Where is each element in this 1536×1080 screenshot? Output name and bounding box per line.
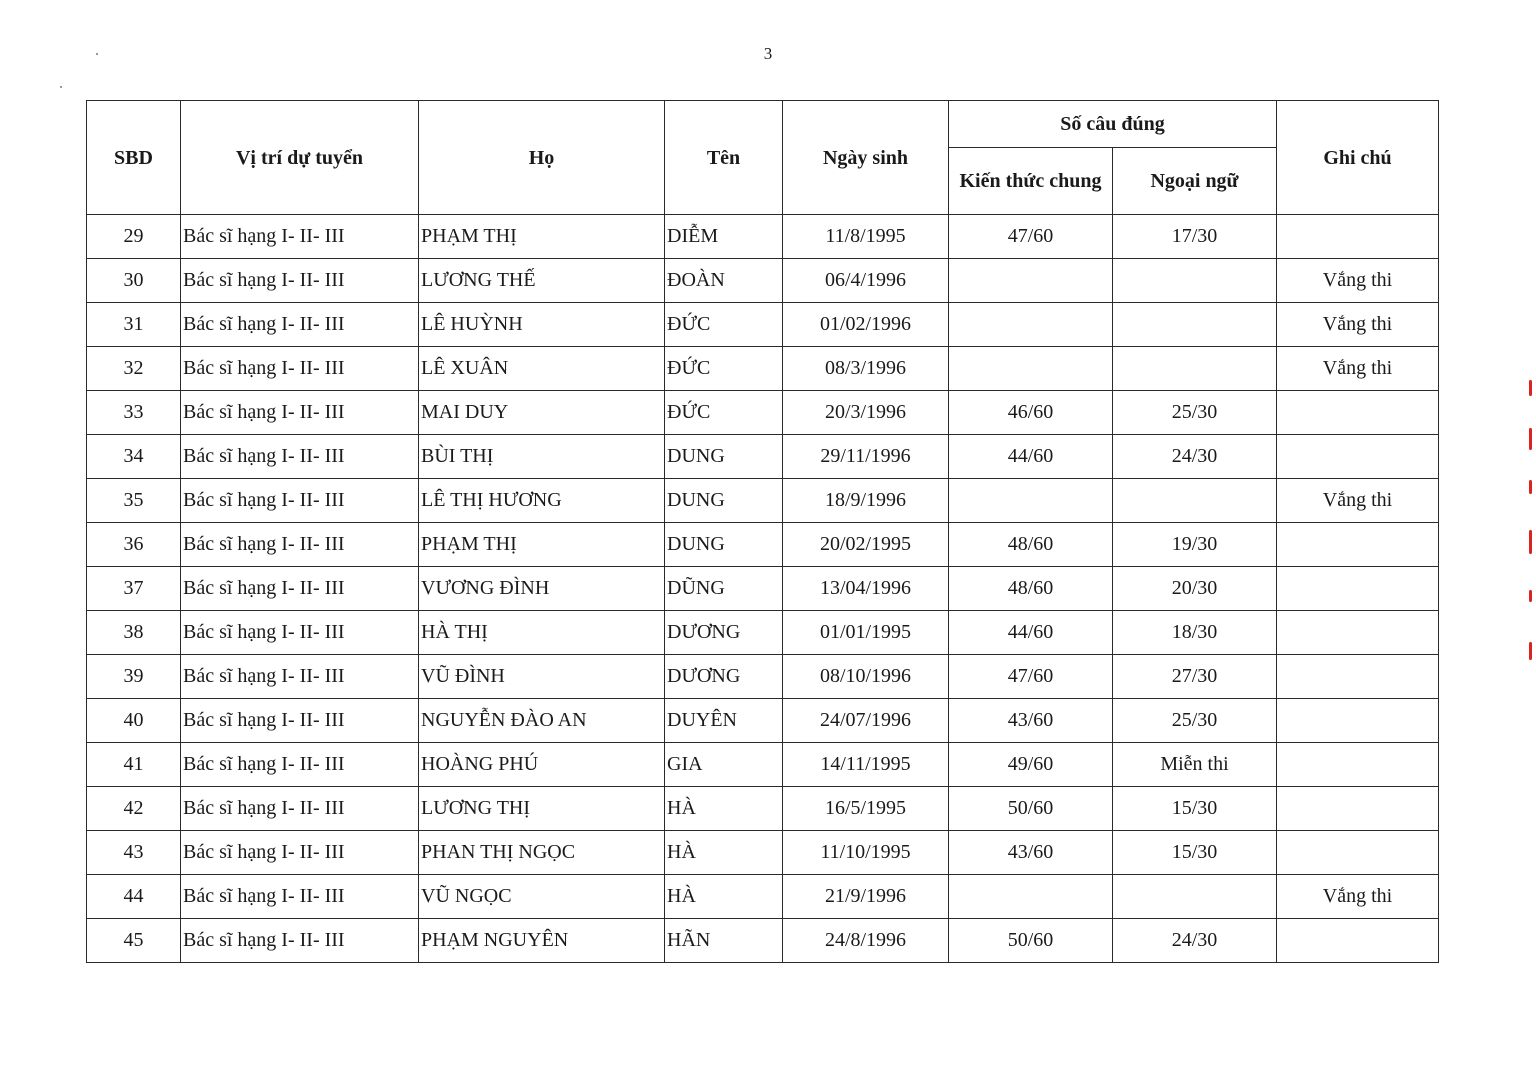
cell-last-name: LÊ HUỲNH	[419, 303, 665, 347]
cell-last-name: LÊ THỊ HƯƠNG	[419, 479, 665, 523]
header-correct-answers: Số câu đúng	[949, 101, 1277, 148]
cell-note	[1277, 391, 1439, 435]
table-row	[87, 303, 1439, 347]
cell-sbd: 30	[87, 259, 181, 303]
cell-position: Bác sĩ hạng I- II- III	[181, 259, 419, 303]
table-row	[87, 787, 1439, 831]
cell-first-name: DUNG	[665, 523, 783, 567]
header-sbd: SBD	[87, 101, 181, 215]
table-row	[87, 743, 1439, 787]
cell-dob: 29/11/1996	[783, 435, 949, 479]
header-row-top	[87, 101, 1439, 148]
cell-dob: 24/8/1996	[783, 919, 949, 963]
table-row	[87, 919, 1439, 963]
cell-first-name: GIA	[665, 743, 783, 787]
cell-dob: 11/8/1995	[783, 215, 949, 259]
cell-note	[1277, 919, 1439, 963]
cell-first-name: DUNG	[665, 479, 783, 523]
cell-dob: 06/4/1996	[783, 259, 949, 303]
cell-first-name: HÀ	[665, 787, 783, 831]
table-row	[87, 215, 1439, 259]
cell-foreign-language: Miễn thi	[1113, 743, 1277, 787]
cell-last-name: HOÀNG PHÚ	[419, 743, 665, 787]
cell-general-knowledge	[949, 303, 1113, 347]
table-body	[87, 215, 1439, 963]
cell-sbd: 39	[87, 655, 181, 699]
cell-position: Bác sĩ hạng I- II- III	[181, 347, 419, 391]
scan-speck	[60, 86, 62, 88]
cell-sbd: 29	[87, 215, 181, 259]
cell-sbd: 37	[87, 567, 181, 611]
table-row	[87, 391, 1439, 435]
cell-last-name: LƯƠNG THẾ	[419, 259, 665, 303]
cell-note	[1277, 435, 1439, 479]
cell-dob: 24/07/1996	[783, 699, 949, 743]
cell-foreign-language	[1113, 347, 1277, 391]
cell-sbd: 32	[87, 347, 181, 391]
cell-foreign-language: 24/30	[1113, 435, 1277, 479]
cell-dob: 08/3/1996	[783, 347, 949, 391]
cell-foreign-language: 19/30	[1113, 523, 1277, 567]
cell-foreign-language	[1113, 259, 1277, 303]
cell-position: Bác sĩ hạng I- II- III	[181, 611, 419, 655]
cell-note: Vắng thi	[1277, 259, 1439, 303]
cell-dob: 11/10/1995	[783, 831, 949, 875]
cell-last-name: HÀ THỊ	[419, 611, 665, 655]
cell-general-knowledge: 49/60	[949, 743, 1113, 787]
cell-note	[1277, 699, 1439, 743]
cell-position: Bác sĩ hạng I- II- III	[181, 831, 419, 875]
cell-position: Bác sĩ hạng I- II- III	[181, 875, 419, 919]
cell-position: Bác sĩ hạng I- II- III	[181, 523, 419, 567]
cell-dob: 13/04/1996	[783, 567, 949, 611]
cell-dob: 21/9/1996	[783, 875, 949, 919]
cell-first-name: HÀ	[665, 831, 783, 875]
cell-dob: 01/01/1995	[783, 611, 949, 655]
cell-general-knowledge: 43/60	[949, 699, 1113, 743]
cell-general-knowledge	[949, 479, 1113, 523]
cell-first-name: DŨNG	[665, 567, 783, 611]
cell-last-name: PHAN THỊ NGỌC	[419, 831, 665, 875]
cell-foreign-language	[1113, 479, 1277, 523]
cell-foreign-language	[1113, 875, 1277, 919]
table-row	[87, 699, 1439, 743]
table-row	[87, 875, 1439, 919]
cell-general-knowledge: 44/60	[949, 611, 1113, 655]
cell-position: Bác sĩ hạng I- II- III	[181, 655, 419, 699]
table-row	[87, 655, 1439, 699]
cell-dob: 20/3/1996	[783, 391, 949, 435]
cell-note	[1277, 831, 1439, 875]
cell-last-name: VŨ NGỌC	[419, 875, 665, 919]
cell-position: Bác sĩ hạng I- II- III	[181, 215, 419, 259]
cell-dob: 01/02/1996	[783, 303, 949, 347]
cell-position: Bác sĩ hạng I- II- III	[181, 479, 419, 523]
cell-foreign-language: 20/30	[1113, 567, 1277, 611]
cell-last-name: PHẠM THỊ	[419, 215, 665, 259]
cell-foreign-language: 27/30	[1113, 655, 1277, 699]
cell-position: Bác sĩ hạng I- II- III	[181, 391, 419, 435]
cell-note	[1277, 215, 1439, 259]
header-first-name: Tên	[665, 101, 783, 215]
cell-note	[1277, 611, 1439, 655]
cell-sbd: 41	[87, 743, 181, 787]
scan-speck	[96, 53, 98, 55]
cell-first-name: DUYÊN	[665, 699, 783, 743]
header-position: Vị trí dự tuyển	[181, 101, 419, 215]
cell-sbd: 33	[87, 391, 181, 435]
cell-sbd: 31	[87, 303, 181, 347]
cell-note	[1277, 743, 1439, 787]
cell-foreign-language: 24/30	[1113, 919, 1277, 963]
table-row	[87, 435, 1439, 479]
cell-sbd: 43	[87, 831, 181, 875]
cell-sbd: 36	[87, 523, 181, 567]
cell-note: Vắng thi	[1277, 875, 1439, 919]
cell-position: Bác sĩ hạng I- II- III	[181, 787, 419, 831]
cell-last-name: LƯƠNG THỊ	[419, 787, 665, 831]
cell-position: Bác sĩ hạng I- II- III	[181, 303, 419, 347]
cell-dob: 08/10/1996	[783, 655, 949, 699]
red-margin-marks	[1522, 380, 1536, 670]
cell-dob: 16/5/1995	[783, 787, 949, 831]
cell-note	[1277, 567, 1439, 611]
cell-last-name: LÊ XUÂN	[419, 347, 665, 391]
cell-general-knowledge: 47/60	[949, 655, 1113, 699]
cell-general-knowledge: 43/60	[949, 831, 1113, 875]
header-note: Ghi chú	[1277, 101, 1439, 215]
cell-note: Vắng thi	[1277, 303, 1439, 347]
cell-first-name: DUNG	[665, 435, 783, 479]
cell-sbd: 42	[87, 787, 181, 831]
cell-general-knowledge	[949, 259, 1113, 303]
header-dob: Ngày sinh	[783, 101, 949, 215]
cell-foreign-language: 17/30	[1113, 215, 1277, 259]
cell-last-name: PHẠM THỊ	[419, 523, 665, 567]
cell-foreign-language: 18/30	[1113, 611, 1277, 655]
cell-first-name: DIỄM	[665, 215, 783, 259]
cell-general-knowledge: 47/60	[949, 215, 1113, 259]
cell-sbd: 44	[87, 875, 181, 919]
cell-foreign-language	[1113, 303, 1277, 347]
table-row	[87, 479, 1439, 523]
table-row	[87, 523, 1439, 567]
cell-dob: 14/11/1995	[783, 743, 949, 787]
cell-first-name: DƯƠNG	[665, 655, 783, 699]
cell-sbd: 38	[87, 611, 181, 655]
cell-last-name: MAI DUY	[419, 391, 665, 435]
cell-last-name: NGUYỄN ĐÀO AN	[419, 699, 665, 743]
cell-sbd: 40	[87, 699, 181, 743]
table-row	[87, 567, 1439, 611]
cell-first-name: DƯƠNG	[665, 611, 783, 655]
cell-position: Bác sĩ hạng I- II- III	[181, 699, 419, 743]
cell-general-knowledge: 48/60	[949, 567, 1113, 611]
cell-note: Vắng thi	[1277, 347, 1439, 391]
cell-general-knowledge: 50/60	[949, 919, 1113, 963]
cell-foreign-language: 15/30	[1113, 787, 1277, 831]
exam-results-table	[86, 100, 1439, 963]
cell-dob: 18/9/1996	[783, 479, 949, 523]
cell-general-knowledge: 50/60	[949, 787, 1113, 831]
table-row	[87, 831, 1439, 875]
cell-foreign-language: 15/30	[1113, 831, 1277, 875]
cell-first-name: HÃN	[665, 919, 783, 963]
table-row	[87, 611, 1439, 655]
cell-last-name: BÙI THỊ	[419, 435, 665, 479]
cell-first-name: HÀ	[665, 875, 783, 919]
header-foreign-language: Ngoại ngữ	[1113, 148, 1277, 215]
cell-foreign-language: 25/30	[1113, 699, 1277, 743]
header-last-name: Họ	[419, 101, 665, 215]
table-row	[87, 347, 1439, 391]
cell-sbd: 34	[87, 435, 181, 479]
cell-note: Vắng thi	[1277, 479, 1439, 523]
cell-last-name: VŨ ĐÌNH	[419, 655, 665, 699]
cell-first-name: ĐOÀN	[665, 259, 783, 303]
cell-last-name: PHẠM NGUYÊN	[419, 919, 665, 963]
cell-note	[1277, 655, 1439, 699]
cell-foreign-language: 25/30	[1113, 391, 1277, 435]
header-general-knowledge: Kiến thức chung	[949, 148, 1113, 215]
cell-first-name: ĐỨC	[665, 303, 783, 347]
cell-dob: 20/02/1995	[783, 523, 949, 567]
cell-note	[1277, 523, 1439, 567]
table-row	[87, 259, 1439, 303]
cell-first-name: ĐỨC	[665, 347, 783, 391]
page-number: 3	[763, 44, 773, 63]
cell-sbd: 35	[87, 479, 181, 523]
cell-last-name: VƯƠNG ĐÌNH	[419, 567, 665, 611]
cell-general-knowledge: 44/60	[949, 435, 1113, 479]
cell-general-knowledge: 48/60	[949, 523, 1113, 567]
cell-position: Bác sĩ hạng I- II- III	[181, 435, 419, 479]
cell-sbd: 45	[87, 919, 181, 963]
cell-position: Bác sĩ hạng I- II- III	[181, 919, 419, 963]
cell-general-knowledge	[949, 347, 1113, 391]
cell-general-knowledge: 46/60	[949, 391, 1113, 435]
cell-first-name: ĐỨC	[665, 391, 783, 435]
cell-note	[1277, 787, 1439, 831]
cell-general-knowledge	[949, 875, 1113, 919]
cell-position: Bác sĩ hạng I- II- III	[181, 743, 419, 787]
cell-position: Bác sĩ hạng I- II- III	[181, 567, 419, 611]
